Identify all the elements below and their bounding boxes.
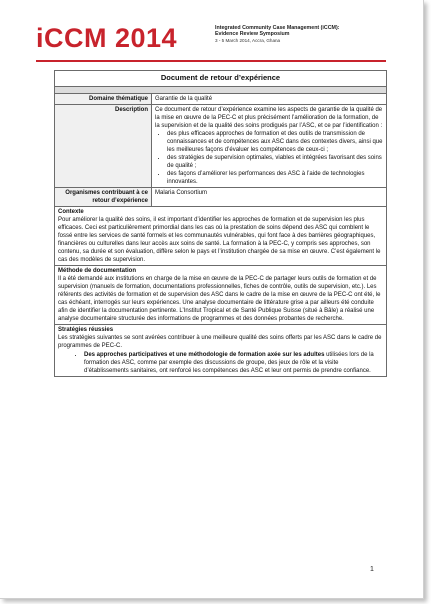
methode-heading: Méthode de documentation [58, 268, 136, 274]
domaine-label: Domaine thématique [55, 94, 152, 105]
contexte-heading: Contexte [58, 209, 84, 215]
description-bullet: • des stratégies de supervision optimales, viables et intégrées favorisant des soins de qualité ; [167, 154, 383, 170]
subtitle-line-1: Integrated Community Case Management (iCCM): [215, 25, 340, 31]
description-label: Description [55, 105, 152, 188]
description-intro: Ce document de retour d’expérience examine les aspects de garantie de la qualité de la mise en œuvre de la PEC-C et plus précisément l’amélioration de la formation, de la supervision et de la qualité des soins prodigués par l’ASC, et ce par l’identification : [155, 107, 383, 129]
document-title: Document de retour d’expérience [55, 71, 387, 87]
shaded-spacer-row [55, 87, 387, 94]
document-table [54, 70, 387, 377]
page-number: 1 [370, 566, 374, 573]
methode-section [55, 266, 387, 325]
strategies-heading: Stratégies réussies [58, 327, 114, 333]
header-rule [36, 60, 386, 62]
domaine-value: Garantie de la qualité [152, 94, 387, 105]
strategies-bullets [58, 351, 383, 375]
description-bullets [155, 130, 383, 186]
document-header [36, 22, 396, 58]
methode-paragraph: Il a été demandé aux institutions en charge de la mise en œuvre de la PEC-C de partager leurs outils de formation et de supervision (manuels de formation, documentations professionnelles, fiches de contrôle, outils de supervision, etc.). Les référents des activités de formation et de supervision des ASC dans le cadre de la mise en œuvre de la PEC-C ont été, le cas échéant, interrogés sur leurs expériences. Une analyse documentaire de littérature grise a par ailleurs été conduite afin de identifier la documentation pertinente. L’Institut Tropical et de Santé Publique Suisse (situé à Bâle) a réalisé une analyse documentaire structurée des informations de programmes et des données probantes de recherche. [58, 276, 381, 322]
strategies-bullet [84, 351, 383, 375]
subtitle-line-2: Evidence Review Symposium [215, 31, 290, 38]
description-value [152, 105, 387, 188]
symposium-subtitle [215, 25, 405, 44]
contexte-paragraph: Pour améliorer la qualité des soins, il est important d’identifier les approches de formation et de supervision les plus efficaces. Ceci est particulièrement primordial dans les cas où la prestation de soins dépend des ASC qui comblent le fossé entre les services de santé formels et les communautés vulnérables, qui font face à des barrières géographiques, financières ou culturelles dans leur accès aux soins de santé. La formation à la PEC-C, y compris ses approches, son contenu, sa durée et son évaluation, diffère selon le pays et l’institution chargée de sa mise en œuvre. C’est également le cas des modèles de supervision. [58, 217, 381, 263]
strategies-section [55, 325, 387, 377]
description-bullet: • des façons d’améliorer les performances des ASC à l’aide de technologies innovantes. [167, 170, 383, 186]
strategies-bullet-text: utilisées lors de la formation des ASC, comme par exemple des discussions de groupe, des jeux de rôle et la visite d’établissements sanitaires, ont renforcé les compétences des ASC et leur ont permis de prendre confiance. [84, 352, 374, 374]
subtitle-dates: 3 - 5 March 2014, Accra, Ghana [215, 37, 281, 43]
organismes-value: Malaria Consortium [152, 188, 387, 207]
strategies-paragraph: Les stratégies suivantes se sont avérées contribuer à une meilleure qualité des soins offerts par les ASC dans le cadre de programmes de PEC-C. [58, 335, 382, 349]
contexte-section [55, 207, 387, 266]
description-bullet: • des plus efficaces approches de formation et des outils de transmission de connaissances et de compétences aux ASC dans des contextes divers, ainsi que les meilleures façons d’évaluer les compétences de ceux-ci ; [167, 130, 383, 154]
brand-logo-text: iCCM 2014 [36, 23, 178, 53]
strategies-bullet-bold: Des approches participatives et une méthodologie de formation axée sur les adultes [84, 352, 325, 358]
organismes-label: Organismes contribuant à ce retour d’expérience [55, 188, 152, 207]
